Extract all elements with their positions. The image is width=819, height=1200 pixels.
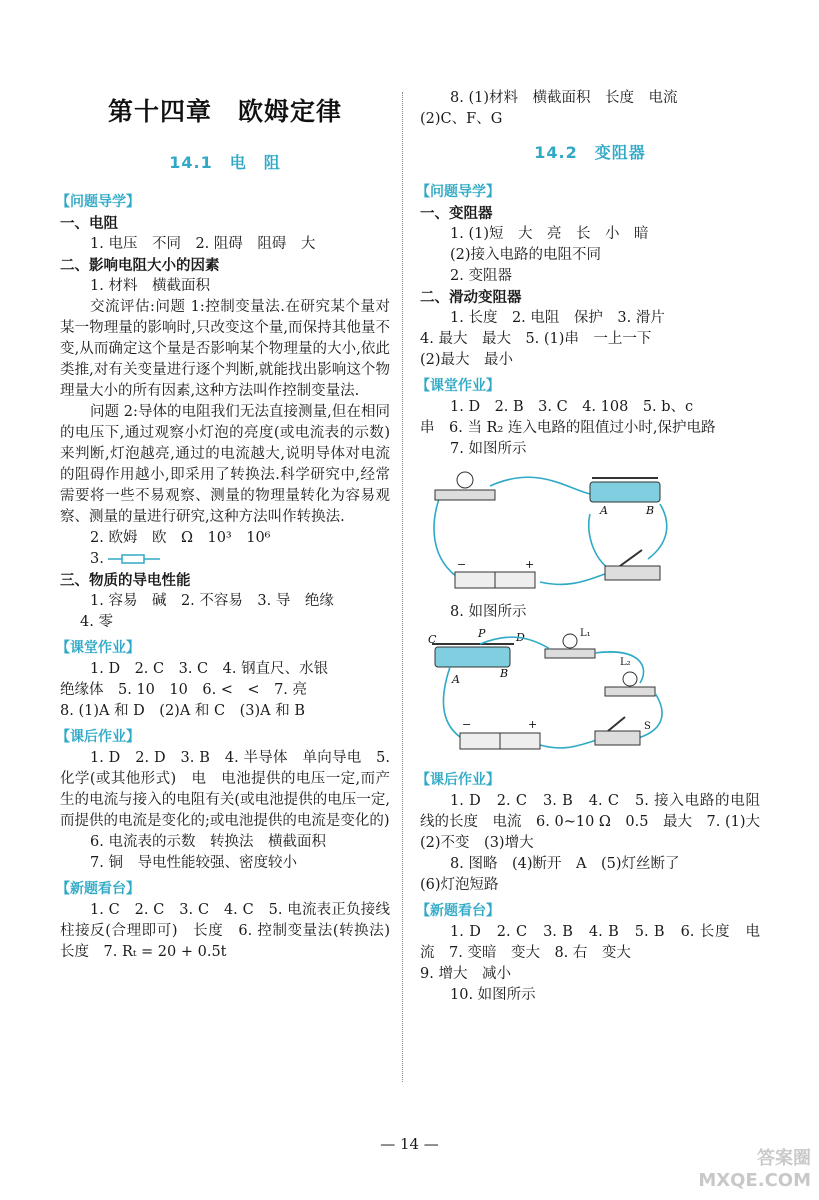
label-l2: L₂ [620,657,631,668]
bulb-icon [457,472,473,488]
answer-line: 7. 如图所示 [450,441,527,457]
answer-line: 7. 铜 导电性能较强、密度较小 [90,855,297,871]
tag-homework: 【课后作业】 [56,729,140,745]
paragraph-new-questions: 1. C 2. C 3. C 4. C 5. 电流表正负接线柱接反(合理即可) 长度 6. 控制变量法(转换法) 长度 7. Rₜ = 20 + 0.5t [60,902,405,960]
rheostat-icon [590,482,660,502]
answer-line: 1. D 2. B 3. C 4. 108 5. b、c [450,399,694,415]
answer-line: 1. 电压 不同 2. 阻碍 阻碍 大 [90,236,316,252]
label-d: D [516,631,525,644]
answer-line: 4. 零 [80,614,113,630]
label-a: A [600,504,608,517]
paragraph-homework: 1. D 2. C 3. B 4. C 5. 接入电路的电阻线的长度 电流 6. 0~10 Ω 0.5 最大 7. (1)大 (2)不变 (3)增大 [420,793,775,851]
tag-homework: 【课后作业】 [416,772,500,788]
label-a: A [452,673,460,686]
switch-icon [595,731,640,745]
label-minus: − [457,558,467,571]
label-s: S [644,721,651,732]
circuit-figure-8 [420,627,680,757]
tag-new-questions: 【新题看台】 [416,903,500,919]
label-l1: L₁ [580,628,591,639]
answer-line: (2)C、F、G [420,111,503,127]
label-b: B [500,667,509,680]
watermark [698,1148,811,1192]
answer-line: 1. (1)短 大 亮 长 小 暗 [450,226,649,242]
circuit-figure-7 [420,464,680,594]
answer-line: (2)接入电路的电阻不同 [450,247,602,263]
paragraph-control-variable: 交流评估:问题 1:控制变量法.在研究某个量对某一物理量的影响时,只改变这个量,而保持其他量不变,从而确定这个量是否影响某个物理量的大小,依此类推,对有关变量进行逐个判断,就能找出影响这个物理量大小的所有因素,这种方法叫作控制变量法. [60,299,390,399]
right-column [416,88,775,1006]
heading-sliding-rheostat: 二、滑动变阻器 [420,289,522,306]
answer-line: 4. 最大 最大 5. (1)串 一上一下 [420,331,652,347]
answer-line: 2. 变阻器 [450,268,512,284]
watermark-url: MXQE.COM [698,1170,811,1191]
bulb-l2-icon [623,672,637,686]
label-b: B [646,504,655,517]
answer-line-resistor-symbol [60,549,390,570]
answer-line: 8. 如图所示 [450,604,527,620]
answer-line: 1. 长度 2. 电阻 保护 3. 滑片 [450,310,665,326]
tag-class-work: 【课堂作业】 [56,640,140,656]
paragraph-new-questions: 1. D 2. C 3. B 4. B 5. B 6. 长度 电流 7. 变暗 变大 8. 右 变大 [420,924,760,961]
answer-line: (6)灯泡短路 [420,877,499,893]
resistor-symbol-icon [108,553,160,565]
bulb-base [605,687,655,696]
bulb-base [435,490,495,500]
page-number: — 14 — [380,1135,439,1153]
left-column [56,88,405,963]
switch-icon [605,566,660,580]
paragraph-homework: 1. D 2. D 3. B 4. 半导体 单向导电 5. 化学(或其他形式) 电 电池提供的电压一定,而产生的电流与接入的电阻有关(或电池提供的电压一定,而提供的电流是变化的;或电池提供的电流是变化的) [60,750,390,829]
heading-factors: 二、影响电阻大小的因素 [60,257,220,274]
answer-line: 8. (1)A 和 D (2)A 和 C (3)A 和 B [60,703,306,719]
bulb-base [545,649,595,658]
rheostat-icon [435,647,510,667]
answer-line: (2)最大 最小 [420,352,514,368]
tag-class-work: 【课堂作业】 [416,378,500,394]
section-title-14-1: 14.1 电 阻 [169,153,281,172]
answer-number: 3. [90,551,104,567]
section-title-14-2: 14.2 变阻器 [534,143,646,162]
paragraph-conversion-method: 问题 2:导体的电阻我们无法直接测量,但在相同的电压下,通过观察小灯泡的亮度(或电流表的示数)来判断,灯泡越亮,通过的电流越大,说明导体对电流的阻碍作用越小,即采用了转换法.科学研究中,经常需要将一些不易观察、测量的物理量转化为容易观察、测量的量进行研究,这种方法叫作转换法. [60,404,390,525]
label-p: P [478,627,486,640]
label-plus: + [528,718,538,731]
label-minus: − [462,718,472,731]
tag-problem-guide: 【问题导学】 [416,184,500,200]
answer-line: 绝缘体 5. 10 10 6. < < 7. 亮 [60,682,308,698]
heading-resistance: 一、电阻 [60,215,118,232]
bulb-l1-icon [563,634,577,648]
tag-problem-guide: 【问题导学】 [56,194,140,210]
label-plus: + [525,558,535,571]
answer-line: 8. 图略 (4)断开 A (5)灯丝断了 [450,856,680,872]
answer-line: 10. 如图所示 [450,987,536,1003]
answer-line: 1. 材料 横截面积 [90,278,210,294]
chapter-title: 第十四章 欧姆定律 [107,97,342,126]
heading-conductivity: 三、物质的导电性能 [60,572,191,589]
answer-line: 串 6. 当 R₂ 连入电路的阻值过小时,保护电路 [420,420,716,436]
answer-line: 6. 电流表的示数 转换法 横截面积 [90,834,326,850]
tag-new-questions: 【新题看台】 [56,881,140,897]
answer-line: 2. 欧姆 欧 Ω 10³ 10⁶ [90,530,271,546]
answer-line: 8. (1)材料 横截面积 长度 电流 [450,90,678,106]
answer-line: 1. D 2. C 3. C 4. 钢直尺、水银 [90,661,329,677]
watermark-text: 答案圈 [757,1148,811,1169]
answer-line: 9. 增大 减小 [420,966,511,982]
label-c: C [428,633,437,646]
heading-rheostat: 一、变阻器 [420,205,493,222]
answer-line: 1. 容易 碱 2. 不容易 3. 导 绝缘 [90,593,334,609]
